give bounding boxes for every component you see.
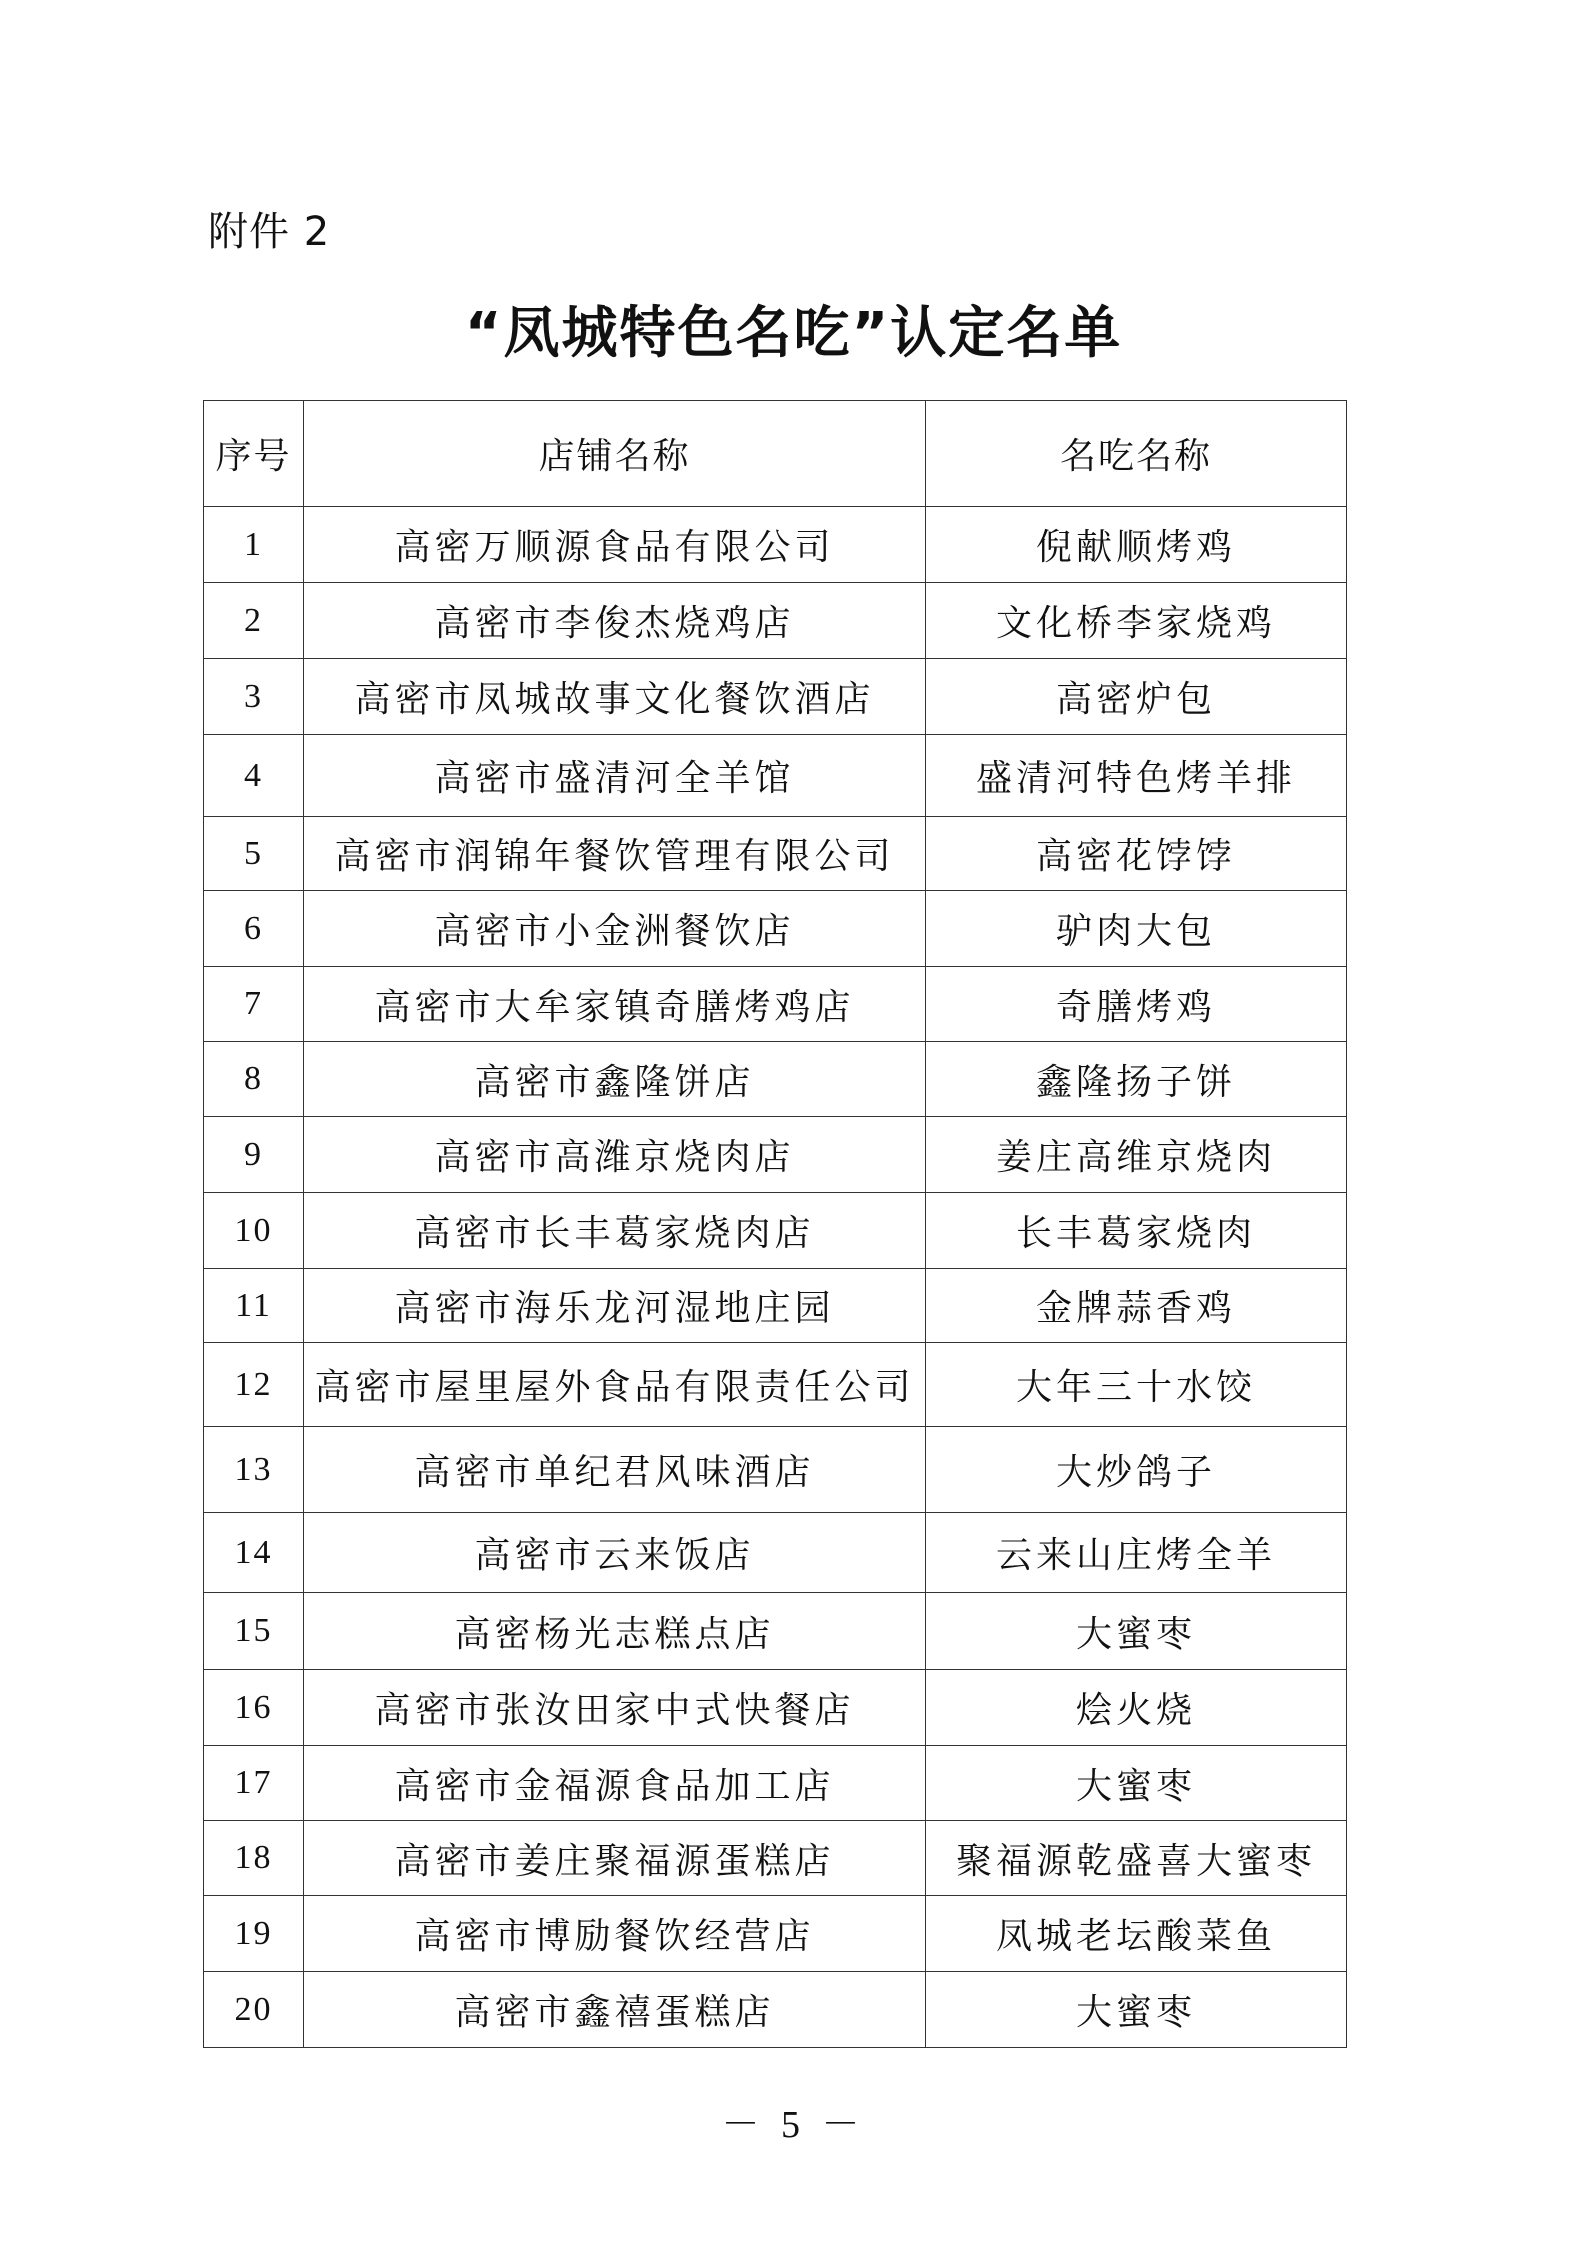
row-index: 4 bbox=[204, 735, 304, 817]
table-row bbox=[204, 1972, 1347, 2048]
row-dish-name: 高密花饽饽 bbox=[926, 817, 1347, 891]
row-dish-name: 倪献顺烤鸡 bbox=[926, 507, 1347, 583]
row-dish-name: 盛清河特色烤羊排 bbox=[926, 735, 1347, 817]
row-index: 18 bbox=[204, 1821, 304, 1896]
table-row bbox=[204, 659, 1347, 735]
row-shop-name: 高密市鑫隆饼店 bbox=[304, 1042, 926, 1117]
row-shop-name: 高密市单纪君风味酒店 bbox=[304, 1427, 926, 1513]
row-shop-name: 高密市屋里屋外食品有限责任公司 bbox=[304, 1343, 926, 1427]
row-dish-name: 文化桥李家烧鸡 bbox=[926, 583, 1347, 659]
row-dish-name: 大年三十水饺 bbox=[926, 1343, 1347, 1427]
row-index: 2 bbox=[204, 583, 304, 659]
row-index: 15 bbox=[204, 1593, 304, 1670]
row-index: 19 bbox=[204, 1896, 304, 1972]
table-row bbox=[204, 1042, 1347, 1117]
row-shop-name: 高密市鑫禧蛋糕店 bbox=[304, 1972, 926, 2048]
header-index: 序号 bbox=[204, 401, 304, 507]
table-header-row bbox=[204, 401, 1347, 507]
row-index: 14 bbox=[204, 1513, 304, 1593]
row-shop-name: 高密市高潍京烧肉店 bbox=[304, 1117, 926, 1193]
row-index: 6 bbox=[204, 891, 304, 967]
table-row bbox=[204, 583, 1347, 659]
row-shop-name: 高密市姜庄聚福源蛋糕店 bbox=[304, 1821, 926, 1896]
row-dish-name: 云来山庄烤全羊 bbox=[926, 1513, 1347, 1593]
table-row bbox=[204, 1427, 1347, 1513]
row-dish-name: 高密炉包 bbox=[926, 659, 1347, 735]
row-index: 9 bbox=[204, 1117, 304, 1193]
row-shop-name: 高密市小金洲餐饮店 bbox=[304, 891, 926, 967]
table-row bbox=[204, 1670, 1347, 1746]
document-title: “凤城特色名吃”认定名单 bbox=[464, 301, 1123, 366]
row-index: 17 bbox=[204, 1746, 304, 1821]
row-index: 16 bbox=[204, 1670, 304, 1746]
table-row bbox=[204, 1193, 1347, 1269]
row-index: 7 bbox=[204, 967, 304, 1042]
row-shop-name: 高密市大牟家镇奇膳烤鸡店 bbox=[304, 967, 926, 1042]
page-number: － 5 － bbox=[721, 2104, 866, 2146]
row-index: 3 bbox=[204, 659, 304, 735]
header-shop-name: 店铺名称 bbox=[304, 401, 926, 507]
row-shop-name: 高密市张汝田家中式快餐店 bbox=[304, 1670, 926, 1746]
table-row bbox=[204, 1821, 1347, 1896]
row-dish-name: 驴肉大包 bbox=[926, 891, 1347, 967]
row-dish-name: 奇膳烤鸡 bbox=[926, 967, 1347, 1042]
row-dish-name: 凤城老坛酸菜鱼 bbox=[926, 1896, 1347, 1972]
row-index: 12 bbox=[204, 1343, 304, 1427]
table-row bbox=[204, 1746, 1347, 1821]
table-body bbox=[204, 507, 1347, 2048]
table-row bbox=[204, 817, 1347, 891]
row-index: 20 bbox=[204, 1972, 304, 2048]
row-shop-name: 高密市李俊杰烧鸡店 bbox=[304, 583, 926, 659]
row-index: 1 bbox=[204, 507, 304, 583]
row-dish-name: 聚福源乾盛喜大蜜枣 bbox=[926, 1821, 1347, 1896]
row-shop-name: 高密市盛清河全羊馆 bbox=[304, 735, 926, 817]
row-index: 13 bbox=[204, 1427, 304, 1513]
table-row bbox=[204, 967, 1347, 1042]
row-index: 5 bbox=[204, 817, 304, 891]
table-row bbox=[204, 1117, 1347, 1193]
row-shop-name: 高密市博励餐饮经营店 bbox=[304, 1896, 926, 1972]
row-shop-name: 高密市长丰葛家烧肉店 bbox=[304, 1193, 926, 1269]
table-row bbox=[204, 1896, 1347, 1972]
row-dish-name: 金牌蒜香鸡 bbox=[926, 1269, 1347, 1343]
table-row bbox=[204, 1343, 1347, 1427]
table-row bbox=[204, 1593, 1347, 1670]
row-index: 11 bbox=[204, 1269, 304, 1343]
row-dish-name: 大蜜枣 bbox=[926, 1593, 1347, 1670]
row-dish-name: 烩火烧 bbox=[926, 1670, 1347, 1746]
row-index: 8 bbox=[204, 1042, 304, 1117]
row-shop-name: 高密市润锦年餐饮管理有限公司 bbox=[304, 817, 926, 891]
row-dish-name: 大蜜枣 bbox=[926, 1746, 1347, 1821]
recognition-list-table bbox=[203, 400, 1347, 2048]
row-dish-name: 大炒鸽子 bbox=[926, 1427, 1347, 1513]
row-shop-name: 高密市云来饭店 bbox=[304, 1513, 926, 1593]
row-dish-name: 长丰葛家烧肉 bbox=[926, 1193, 1347, 1269]
row-shop-name: 高密杨光志糕点店 bbox=[304, 1593, 926, 1670]
table-row bbox=[204, 507, 1347, 583]
row-dish-name: 鑫隆扬子饼 bbox=[926, 1042, 1347, 1117]
table-row bbox=[204, 1269, 1347, 1343]
table-row bbox=[204, 1513, 1347, 1593]
header-dish-name: 名吃名称 bbox=[926, 401, 1347, 507]
row-shop-name: 高密市金福源食品加工店 bbox=[304, 1746, 926, 1821]
row-shop-name: 高密市凤城故事文化餐饮酒店 bbox=[304, 659, 926, 735]
row-index: 10 bbox=[204, 1193, 304, 1269]
table-row bbox=[204, 891, 1347, 967]
table-row bbox=[204, 735, 1347, 817]
attachment-label: 附件 2 bbox=[208, 209, 331, 255]
row-dish-name: 大蜜枣 bbox=[926, 1972, 1347, 2048]
row-shop-name: 高密市海乐龙河湿地庄园 bbox=[304, 1269, 926, 1343]
row-shop-name: 高密万顺源食品有限公司 bbox=[304, 507, 926, 583]
row-dish-name: 姜庄高维京烧肉 bbox=[926, 1117, 1347, 1193]
